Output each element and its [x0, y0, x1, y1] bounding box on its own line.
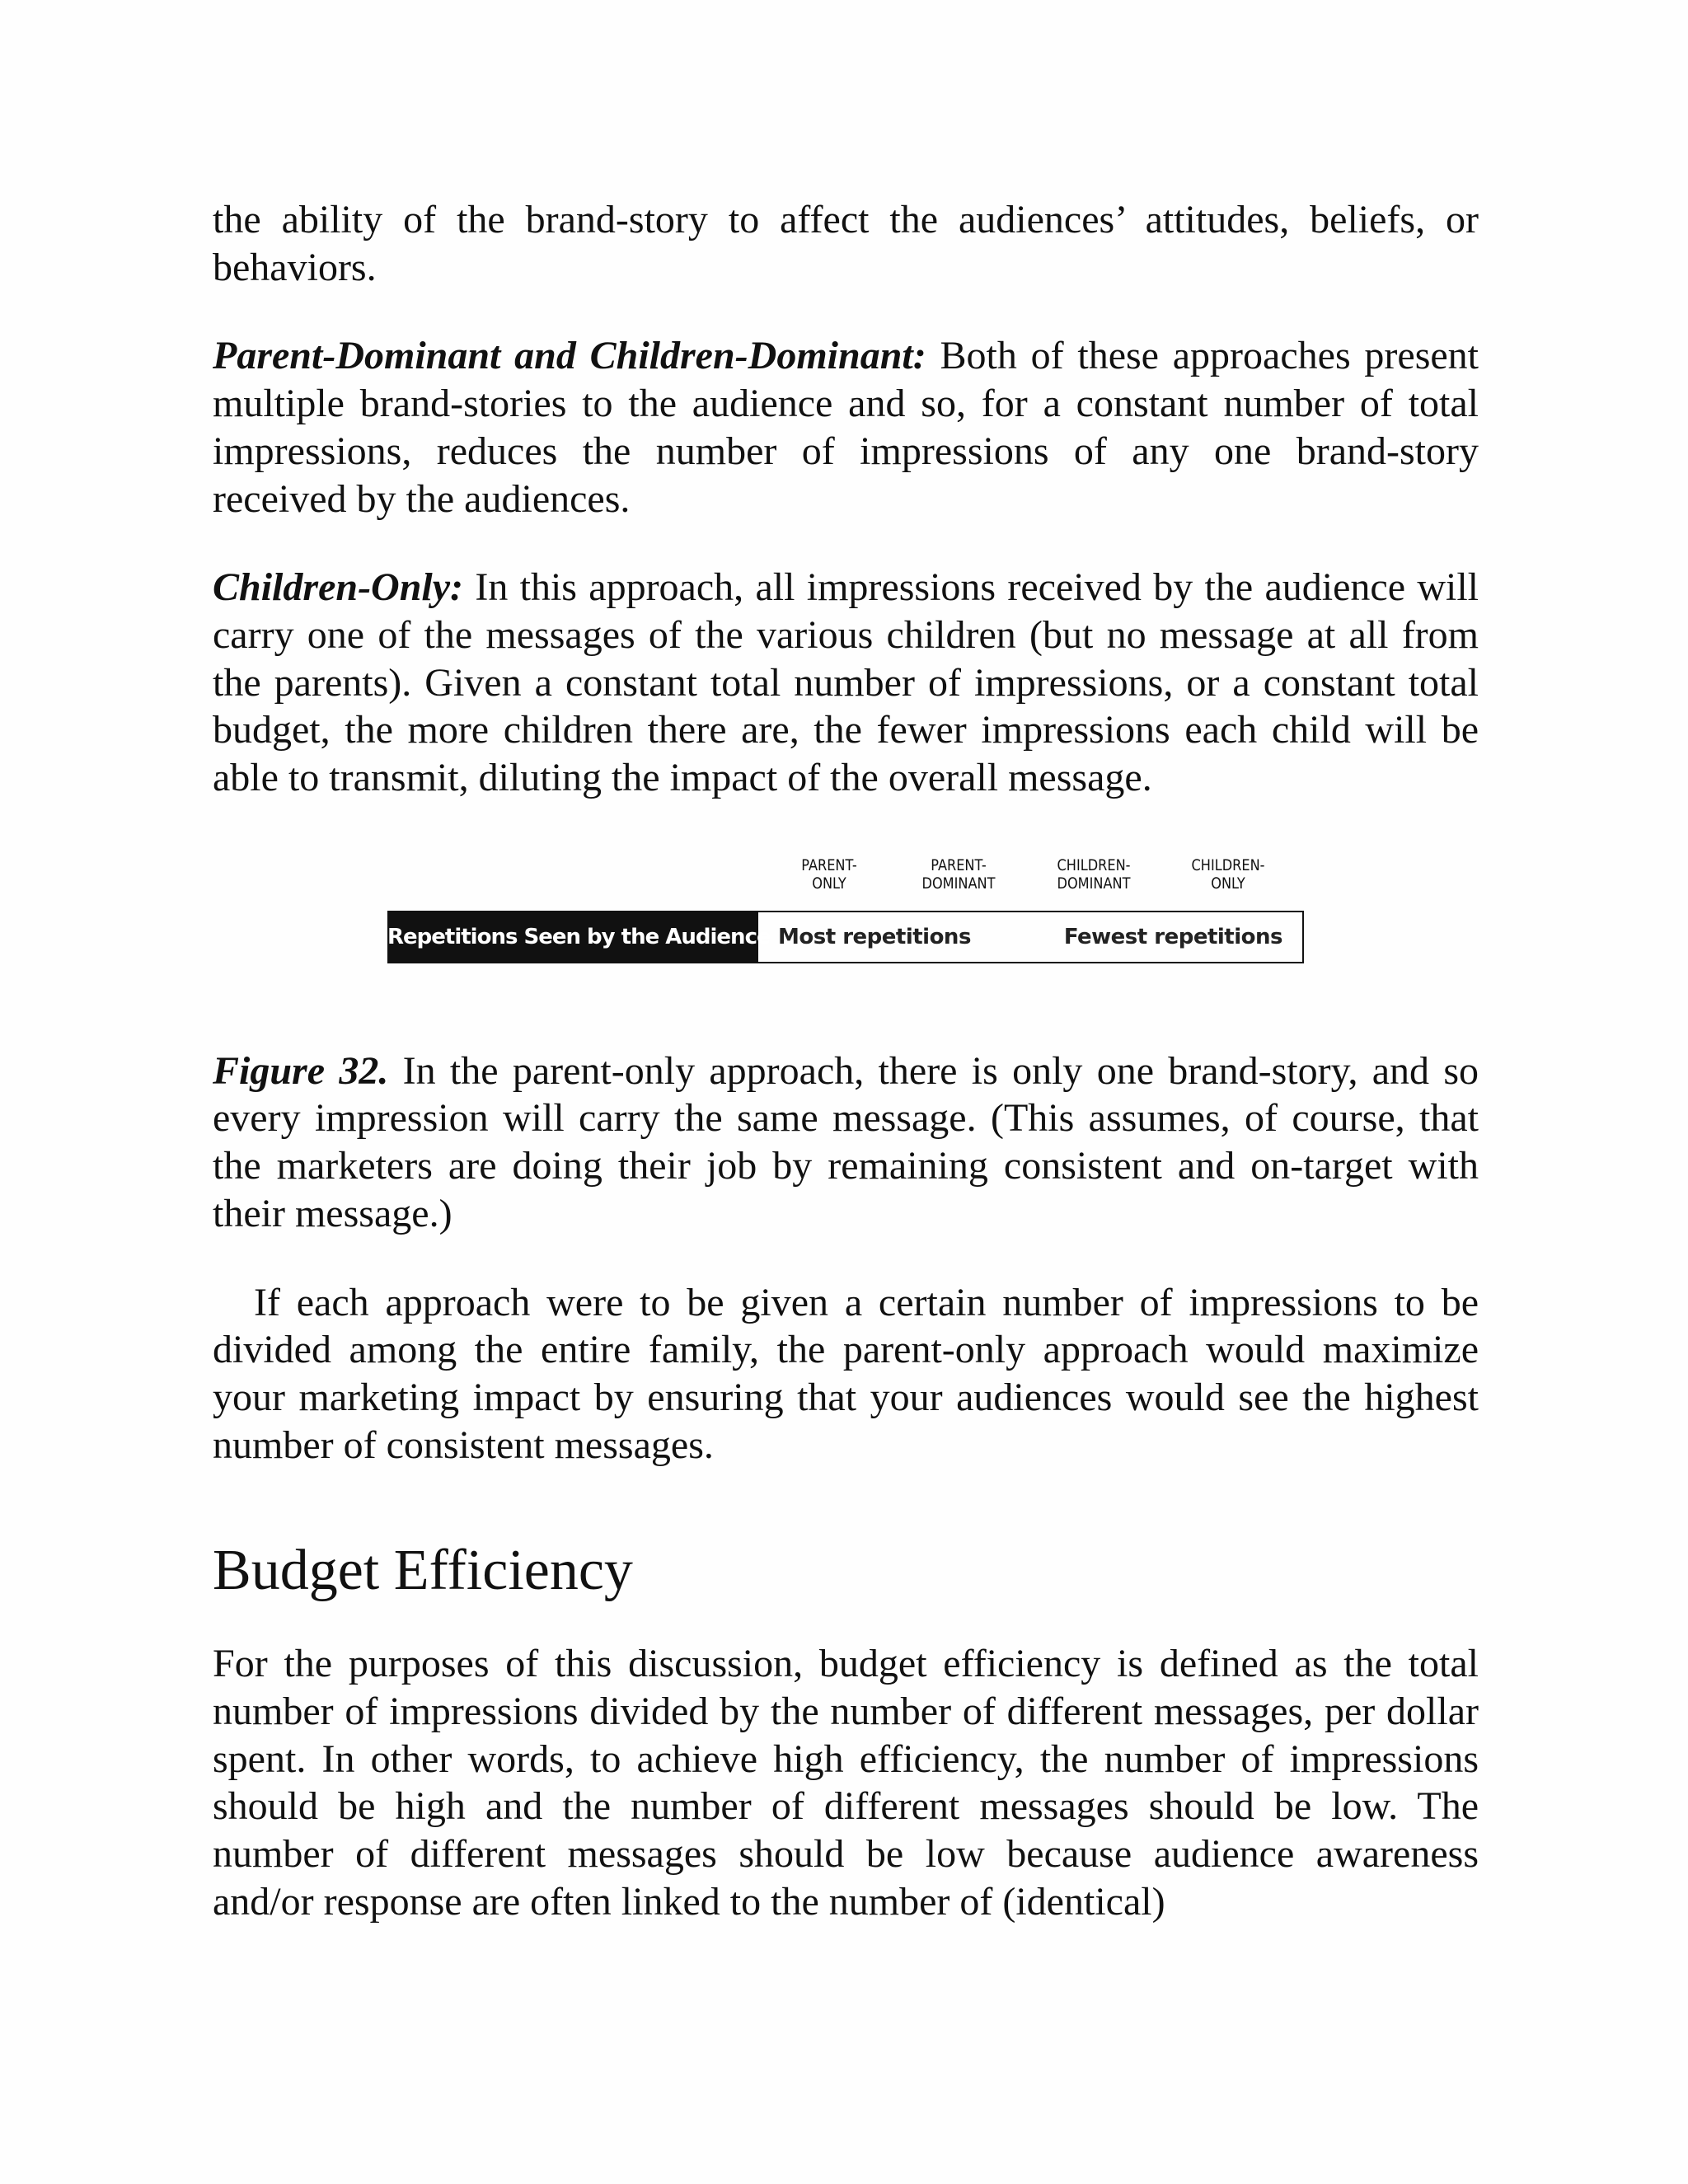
scale-fewest-label: Fewest repetitions — [1063, 924, 1282, 949]
figure-column-labels — [213, 856, 1479, 898]
paragraph-children-only — [213, 564, 1479, 802]
figure-32 — [213, 851, 1479, 1016]
page-content — [213, 196, 1479, 1926]
caption-text: In the parent-only approach, there is only one brand-story, and so every impression will carry the same message. (This assumes, of course, that the marketers are doing their job by remaining consistent and on-target with their message.) — [213, 1048, 1479, 1235]
paragraph-impressions: If each approach were to be given a certain number of impressions to be divided among the entire family, the parent-only approach would maximize your marketing impact by ensuring that your audiences would see the highest number of consistent messages. — [213, 1280, 1479, 1467]
column-label-children-dominant — [1041, 856, 1146, 893]
column-label-line: CHILDREN- — [1191, 855, 1265, 874]
section-heading: Budget Efficiency — [213, 1539, 633, 1603]
column-label-parent-only — [776, 856, 882, 893]
column-label-line: ONLY — [1211, 874, 1245, 893]
repetitions-row-label: Repetitions Seen by the Audience — [387, 911, 758, 963]
term-children-only: Children-Only: — [213, 565, 464, 610]
column-label-line: PARENT- — [931, 855, 987, 874]
column-label-parent-dominant — [906, 856, 1011, 893]
figure-caption — [213, 1047, 1479, 1238]
column-label-line: DOMINANT — [1057, 874, 1131, 893]
column-label-children-only — [1175, 856, 1281, 893]
column-label-line: CHILDREN- — [1057, 855, 1131, 874]
column-label-line: DOMINANT — [921, 874, 996, 893]
paragraph-parent-dominant — [213, 332, 1479, 523]
repetitions-bar — [387, 911, 1304, 963]
caption-label: Figure 32. — [213, 1048, 389, 1093]
paragraph-budget-efficiency: For the purposes of this discussion, budget efficiency is defined as the total number of impressions divided by the number of different messages, per dollar spent. In other words, to achieve high efficiency, the number of impressions should be high and the number of different messages should be low. The number of different messages should be low because audience awareness and/or response are often linked to the number of (identical) — [213, 1642, 1479, 1924]
term-parent-dominant: Parent-Dominant and Children-Dominant: — [213, 334, 926, 378]
paragraph-continuation: the ability of the brand-story to affect the audiences’ attitudes, beliefs, or behaviors. — [213, 198, 1479, 289]
column-label-line: PARENT- — [801, 855, 857, 874]
paragraph-children-only-text: In this approach, all impressions received by the audience will carry one of the messages of the various children (but no message at all from the parents). Given a constant total number of impressions, or a constant total budget, the more children there are, the fewer impressions each child will be able to transmit, diluting the impact of the overall message. — [213, 565, 1479, 800]
column-label-line: ONLY — [812, 874, 846, 893]
scale-most-label: Most repetitions — [778, 924, 971, 949]
paragraph-parent-dominant-text: Both of these approaches present multiple brand-stories to the audience and so, for a constant number of total impressions, reduces the number of impressions of any one brand-story received by the audiences. — [213, 334, 1479, 521]
repetitions-scale — [758, 911, 1304, 963]
